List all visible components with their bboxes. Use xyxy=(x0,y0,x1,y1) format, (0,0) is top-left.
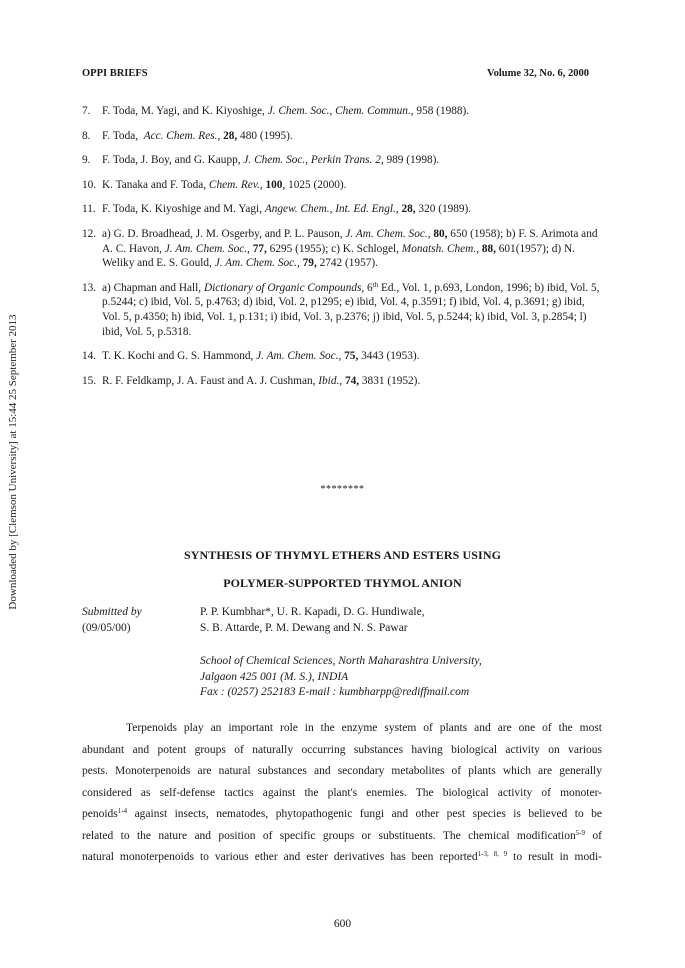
reference-item xyxy=(82,202,602,217)
reference-text: a) G. D. Broadhead, J. M. Osgerby, and P. L. Pauson, J. Am. Chem. Soc., 80, 650 (1958); b) F. S. Arimota and A. C. Havon, J. Am. Chem. Soc., 77, 6295 (1955); c) K. Schlogel, Monatsh. Chem., 88, 601(1957); d) N. Weliky and E. S. Gould, J. Am. Chem. Soc., 79, 2742 (1957). xyxy=(102,227,598,270)
authors-line-2: S. B. Attarde, P. M. Dewang and N. S. Pawar xyxy=(200,621,408,634)
article-title-line-1: SYNTHESIS OF THYMYL ETHERS AND ESTERS USING xyxy=(183,548,502,562)
reference-text: F. Toda, M. Yagi, and K. Kiyoshige, J. Chem. Soc., Chem. Commun., 958 (1988). xyxy=(102,105,470,117)
reference-item xyxy=(82,349,602,364)
page-number: 600 xyxy=(333,918,352,930)
reference-number: 9. xyxy=(82,154,91,167)
volume-issue-label: Volume 32, No. 6, 2000 xyxy=(487,68,589,79)
reference-number: 10. xyxy=(82,178,97,191)
reference-text: R. F. Feldkamp, J. A. Faust and A. J. Cushman, Ibid., 74, 3831 (1952). xyxy=(102,374,421,387)
body-line: natural monoterpenoids to various ether and ester derivatives has been reported$^{1-3, 8, 9}$ to result in modi- xyxy=(82,850,602,863)
affiliation-contact: Fax : (0257) 252183 E-mail : kumbharpp@rediffmail.com xyxy=(200,686,470,698)
reference-number: 13. xyxy=(82,281,97,294)
download-watermark: Downloaded by [Clemson University] at 15:44 25 September 2013 xyxy=(7,314,19,610)
body-line: Terpenoids play an important role in the enzyme system of plants and are one of the most xyxy=(126,722,602,734)
reference-number: 11. xyxy=(82,203,96,216)
reference-list xyxy=(82,104,602,398)
reference-number: 8. xyxy=(82,129,91,142)
section-separator: ******** xyxy=(320,484,365,495)
reference-text: F. Toda, K. Kiyoshige and M. Yagi, Angew. Chem., Int. Ed. Engl., 28, 320 (1989). xyxy=(102,203,472,216)
body-line: pests. Monoterpenoids are natural substances and secondary metabolites of plants which are generally xyxy=(82,765,602,777)
body-line: penoids$^{1-4}$ against insects, nematodes, phytopathogenic fungi and other pest species is believed to be xyxy=(82,807,602,820)
reference-text: F. Toda, Acc. Chem. Res., 28, 480 (1995). xyxy=(102,129,293,142)
reference-item xyxy=(82,374,602,389)
reference-item xyxy=(82,227,602,271)
submitted-by-label: Submitted by xyxy=(82,606,142,618)
affiliation-line-2: Jalgaon 425 001 (M. S.), INDIA xyxy=(200,670,349,683)
reference-number: 15. xyxy=(82,374,97,387)
body-line: abundant and potent groups of naturally occurring substances having biological activity on various xyxy=(82,743,602,756)
running-head xyxy=(82,68,589,82)
article-title-line-2: POLYMER-SUPPORTED THYMOL ANION xyxy=(223,576,462,590)
reference-item xyxy=(82,153,602,168)
authors-line-1: P. P. Kumbhar*, U. R. Kapadi, D. G. Hundiwale, xyxy=(200,606,425,618)
reference-number: 14. xyxy=(82,350,97,363)
body-line: considered as self-defense tactics against the plant's enemies. The biological activity of monoter- xyxy=(82,786,602,799)
reference-number: 12. xyxy=(82,227,97,240)
affiliation xyxy=(200,654,482,701)
reference-item xyxy=(82,104,602,119)
reference-text: T. K. Kochi and G. S. Hammond, J. Am. Chem. Soc., 75, 3443 (1953). xyxy=(102,350,420,363)
affiliation-line-1: School of Chemical Sciences, North Maharashtra University, xyxy=(200,655,482,667)
body-line: related to the nature and position of specific groups or substituents. The chemical modification$^{5-9}$ of xyxy=(82,828,602,842)
reference-item xyxy=(82,129,602,144)
submission-info xyxy=(82,605,142,636)
reference-text: K. Tanaka and F. Toda, Chem. Rev., 100, 1025 (2000). xyxy=(102,178,347,191)
submission-date: (09/05/00) xyxy=(82,621,131,634)
reference-number: 7. xyxy=(82,105,91,117)
reference-text: a) Chapman and Hall, Dictionary of Organic Compounds, 6th Ed., Vol. 1, p.693, London, 1996; b) ibid, Vol. 5, p.5244; c) ibid, Vol. 5, p.4763; d) ibid, Vol. 2, p1295; e) ibid, Vol. 4, p.3591; f) ibid, Vol. 4, p.3691; g) ibid, Vol. 5, p.4350; h) ibid, Vol. 1, p.131; i) ibid, Vol. 3, p.2376; j) ibid, Vol. 5, p.5244; k) ibid, Vol. 3, p.2854; l) ibid, Vol. 5, p.5318. xyxy=(102,280,600,338)
reference-item xyxy=(82,281,602,339)
journal-section-label: OPPI BRIEFS xyxy=(82,68,148,79)
body-paragraph xyxy=(82,718,602,869)
reference-item xyxy=(82,178,602,193)
reference-text: F. Toda, J. Boy, and G. Kaupp, J. Chem. Soc., Perkin Trans. 2, 989 (1998). xyxy=(102,154,440,167)
author-list xyxy=(200,605,425,636)
